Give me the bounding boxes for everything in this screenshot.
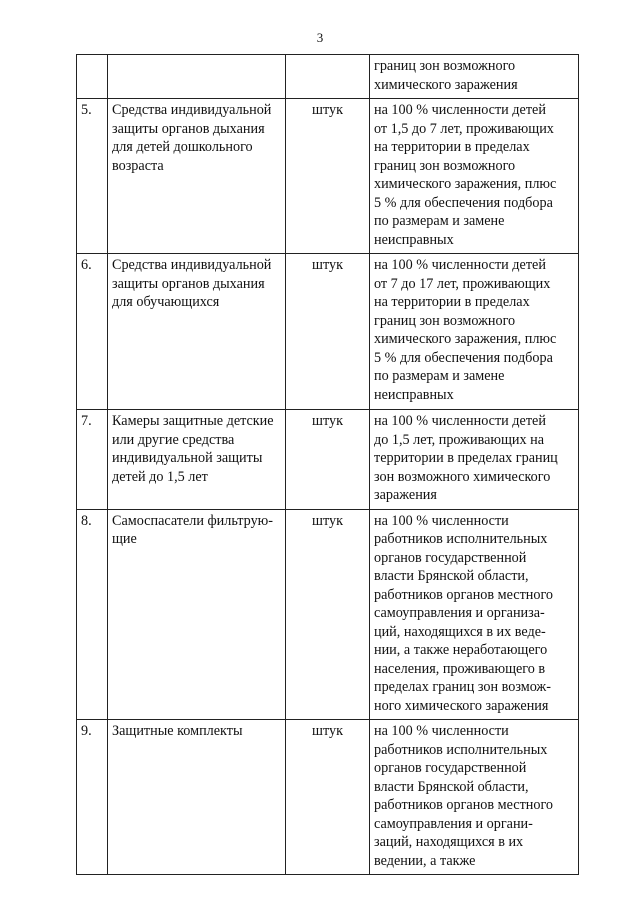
unit-cell [286, 254, 370, 410]
norm-cell [370, 99, 579, 254]
table-row [77, 720, 579, 875]
row-number-cell [77, 410, 108, 510]
row-number-cell [77, 509, 108, 720]
row-number: 8. [81, 512, 92, 529]
unit-cell [286, 509, 370, 720]
norm-text: на 100 % численности детей до 1,5 лет, проживающих на территории в пределах границ зон возможного химического заражения [374, 413, 558, 503]
unit-text: штук [312, 413, 343, 429]
unit-cell [286, 55, 370, 99]
row-number-cell [77, 99, 108, 254]
item-name-cell [108, 99, 286, 254]
norm-text: на 100 % численности работников исполнительных органов государственной власти Брянской области, работников органов местного самоуправления и органи- заций, находящихся в их ведении, а также [374, 723, 554, 869]
unit-cell [286, 99, 370, 254]
norm-text: границ зон возможного химического заражения [374, 58, 518, 93]
table-row-continuation [77, 55, 579, 99]
norm-cell [370, 720, 579, 875]
item-name: Средства индивидуальной защиты органов дыхания для обучающихся [112, 257, 272, 310]
unit-text: штук [312, 102, 343, 118]
row-number-cell [77, 55, 108, 99]
norm-cell [370, 55, 579, 99]
row-number-cell [77, 720, 108, 875]
norm-text: на 100 % численности детей от 7 до 17 лет, проживающих на территории в пределах границ зон возможного химического заражения, плюс 5 % для обеспечения подбора по размерам и замене неисправных [374, 257, 557, 403]
provision-table [76, 54, 579, 875]
row-number: 6. [81, 257, 92, 273]
unit-text: штук [312, 512, 343, 529]
norm-cell [370, 410, 579, 510]
row-number: 9. [81, 723, 92, 739]
table-row [77, 254, 579, 410]
norm-cell [370, 509, 579, 720]
norm-text: на 100 % численности детей от 1,5 до 7 лет, проживающих на территории в пределах границ зон возможного химического заражения, плюс 5 % для обеспечения подбора по размерам и замене неисправных [374, 102, 557, 248]
item-name: Средства индивидуальной защиты органов дыхания для детей дошкольного возраста [112, 102, 272, 174]
norm-text: на 100 % численности работников исполнительных органов государственной власти Брянской области, работников органов местного самоуправления и организа- ций, находящихся в их веде- нии, а также неработающего населения, проживающего в пределах границ зон возмож- ного химического заражения [374, 512, 554, 714]
item-name: Самоспасатели фильтрую- щие [112, 512, 273, 547]
norm-cell [370, 254, 579, 410]
row-number-cell [77, 254, 108, 410]
unit-text: штук [312, 723, 343, 739]
table-row [77, 99, 579, 254]
item-name: Камеры защитные детские или другие средства индивидуальной защиты детей до 1,5 лет [112, 413, 274, 485]
unit-cell [286, 720, 370, 875]
item-name-cell [108, 55, 286, 99]
page-number: 3 [316, 30, 324, 45]
item-name-cell [108, 410, 286, 510]
item-name-cell [108, 720, 286, 875]
row-number: 5. [81, 102, 92, 118]
unit-cell [286, 410, 370, 510]
table-row [77, 509, 579, 720]
item-name-cell [108, 509, 286, 720]
unit-text: штук [312, 257, 343, 273]
item-name: Защитные комплекты [112, 723, 243, 739]
row-number: 7. [81, 413, 92, 429]
item-name-cell [108, 254, 286, 410]
table-row [77, 410, 579, 510]
